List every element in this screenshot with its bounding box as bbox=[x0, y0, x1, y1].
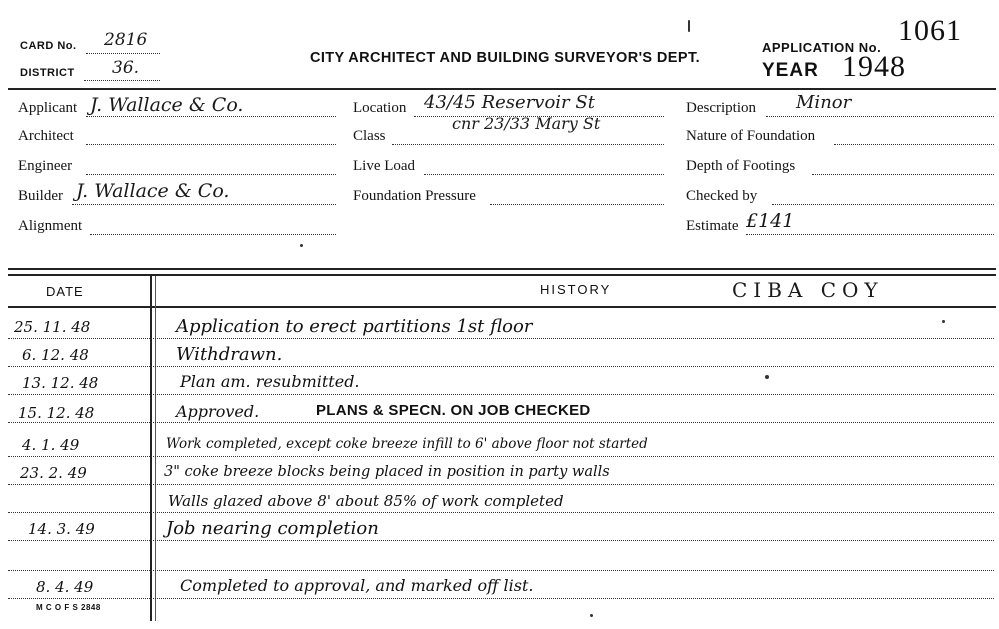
history-date: 6. 12. 48 bbox=[22, 346, 89, 364]
scan-speck bbox=[688, 20, 690, 32]
architect-line bbox=[86, 144, 336, 145]
history-entry: Approved. bbox=[176, 402, 260, 421]
nature-of-foundation-label: Nature of Foundation bbox=[686, 128, 816, 144]
foundation-pressure-label: Foundation Pressure bbox=[353, 188, 476, 204]
history-date: 25. 11. 48 bbox=[14, 318, 91, 336]
card-no-label: CARD No. bbox=[20, 40, 77, 52]
scan-speck bbox=[942, 320, 945, 323]
scan-speck bbox=[590, 614, 593, 617]
history-column-header: HISTORY bbox=[540, 282, 612, 297]
header-rule bbox=[8, 88, 996, 90]
history-rule-top bbox=[8, 268, 996, 270]
history-rule-top-inner bbox=[8, 274, 996, 276]
estimate-value: £141 bbox=[746, 210, 795, 232]
history-row-line bbox=[8, 540, 994, 541]
history-date: 4. 1. 49 bbox=[22, 436, 80, 454]
history-date: 23. 2. 49 bbox=[20, 464, 87, 482]
history-entry: Plan am. resubmitted. bbox=[180, 372, 360, 391]
year-value: 1948 bbox=[842, 50, 906, 83]
history-entry: 3" coke breeze blocks being placed in position in party walls bbox=[164, 464, 610, 480]
district-label: DISTRICT bbox=[20, 67, 75, 79]
history-row-line bbox=[8, 394, 994, 395]
location-label: Location bbox=[353, 100, 407, 116]
history-header-rule bbox=[8, 306, 996, 308]
estimate-line bbox=[746, 234, 994, 235]
card-no-line bbox=[86, 53, 160, 54]
history-row-line bbox=[8, 484, 994, 485]
history-entry: Work completed, except coke breeze infill to 6' above floor not started bbox=[166, 436, 648, 452]
live-load-label: Live Load bbox=[353, 158, 416, 174]
scan-speck bbox=[765, 375, 769, 379]
company-note: CIBA COY bbox=[732, 278, 884, 302]
history-entry: Withdrawn. bbox=[176, 344, 283, 365]
history-row-line bbox=[8, 570, 994, 571]
card-no-value: 2816 bbox=[104, 30, 148, 50]
application-no-label: APPLICATION No. bbox=[762, 40, 882, 55]
district-line bbox=[84, 80, 160, 81]
description-label: Description bbox=[686, 100, 756, 116]
history-date: 13. 12. 48 bbox=[22, 374, 99, 392]
description-line bbox=[766, 116, 994, 117]
history-date: 15. 12. 48 bbox=[18, 404, 95, 422]
estimate-label: Estimate bbox=[686, 218, 739, 234]
depth-of-footings-line bbox=[812, 174, 994, 175]
applicant-label: Applicant bbox=[18, 100, 78, 116]
district-value: 36. bbox=[112, 58, 140, 78]
depth-of-footings-label: Depth of Footings bbox=[686, 158, 796, 174]
history-row-line bbox=[8, 338, 994, 339]
builder-value: J. Wallace & Co. bbox=[76, 180, 230, 202]
applicant-value: J. Wallace & Co. bbox=[90, 94, 244, 116]
history-row-line bbox=[8, 598, 994, 599]
history-entry: Application to erect partitions 1st floor bbox=[176, 316, 533, 337]
location-value-line2: cnr 23/33 Mary St bbox=[452, 114, 601, 133]
checked-by-label: Checked by bbox=[686, 188, 758, 204]
description-value: Minor bbox=[796, 92, 852, 113]
builder-label: Builder bbox=[18, 188, 63, 204]
date-column-header: DATE bbox=[46, 284, 84, 299]
year-label: YEAR bbox=[762, 60, 819, 81]
nature-of-foundation-line bbox=[834, 144, 994, 145]
history-row-line bbox=[8, 456, 994, 457]
checked-by-line bbox=[772, 204, 994, 205]
application-no-value: 1061 bbox=[898, 14, 962, 47]
history-entry: Job nearing completion bbox=[166, 518, 379, 539]
class-label: Class bbox=[353, 128, 386, 144]
architect-label: Architect bbox=[18, 128, 74, 144]
history-row-line bbox=[8, 422, 994, 423]
history-entry: Walls glazed above 8' about 85% of work completed bbox=[168, 492, 564, 510]
builder-line bbox=[72, 204, 336, 205]
alignment-label: Alignment bbox=[18, 218, 83, 234]
history-entry: Completed to approval, and marked off list. bbox=[180, 576, 534, 595]
applicant-line bbox=[86, 116, 336, 117]
engineer-label: Engineer bbox=[18, 158, 73, 174]
history-date: 8. 4. 49 bbox=[36, 578, 94, 596]
scan-speck bbox=[300, 244, 303, 247]
engineer-line bbox=[86, 174, 336, 175]
live-load-line bbox=[424, 174, 664, 175]
typed-stamp: PLANS & SPECN. ON JOB CHECKED bbox=[316, 402, 591, 419]
alignment-line bbox=[90, 234, 336, 235]
history-row-line bbox=[8, 512, 994, 513]
history-row-line bbox=[8, 366, 994, 367]
form-code: M C O F S 2848 bbox=[36, 603, 101, 612]
location-value-line1: 43/45 Reservoir St bbox=[424, 92, 595, 113]
department-title: CITY ARCHITECT AND BUILDING SURVEYOR'S DEPT. bbox=[310, 50, 701, 66]
history-date: 14. 3. 49 bbox=[28, 520, 95, 538]
class-line bbox=[392, 144, 664, 145]
foundation-pressure-line bbox=[490, 204, 664, 205]
